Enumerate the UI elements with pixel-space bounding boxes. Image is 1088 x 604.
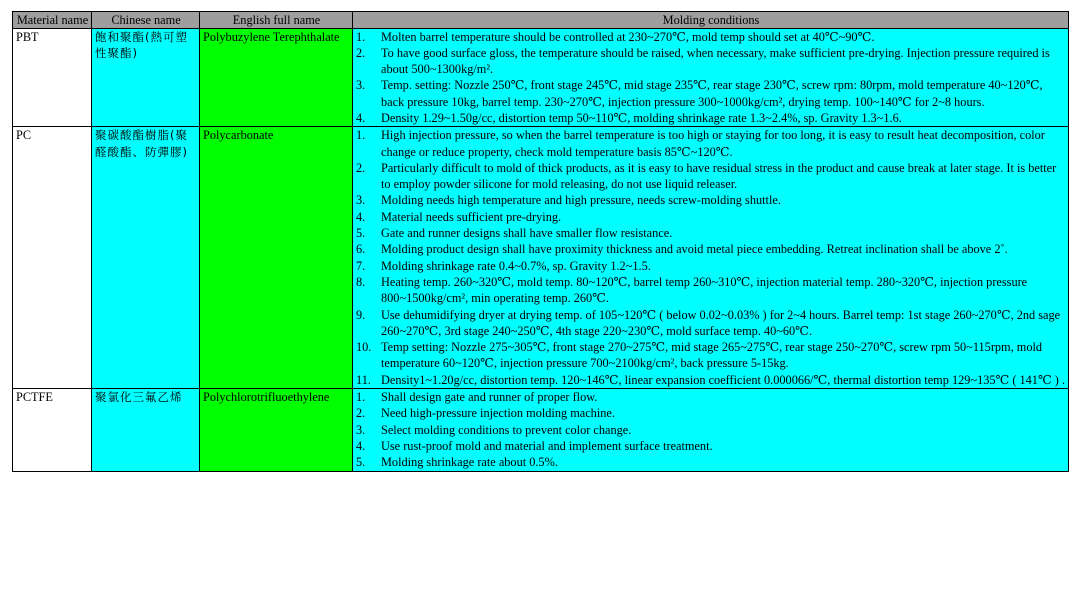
condition-number: 2. xyxy=(356,45,366,60)
header-material-name: Material name xyxy=(13,12,92,29)
condition-number: 3. xyxy=(356,78,366,93)
conditions-list xyxy=(356,389,1066,470)
condition-text: Use dehumidifying dryer at drying temp. of 105~120℃ ( below 0.02~0.03% ) for 2~4 hours. Barrel temp: 1st stage 260~270℃, 2nd sage 260~270℃, 3rd stage 240~250℃, 4th stage 220~230℃, mold surface temp. 40~60℃. xyxy=(381,307,1061,338)
chinese-name-cell xyxy=(92,389,200,471)
condition-number: 2. xyxy=(356,406,366,421)
condition-item xyxy=(356,438,1066,454)
chinese-name-text: 聚碳酸酯樹脂(聚醛酸酯、防彈膠) xyxy=(95,128,188,159)
condition-item xyxy=(356,389,1066,405)
table-row xyxy=(13,127,1069,389)
english-name-cell: Polychlorotrifluoethylene xyxy=(200,389,353,471)
chinese-name-text: 聚氯化三氟乙烯 xyxy=(95,390,183,405)
condition-item xyxy=(356,110,1066,126)
chinese-name-cell xyxy=(92,127,200,389)
condition-text: Density 1.29~1.50g/cc, distortion temp 50~110℃, molding shrinkage rate 1.3~2.4%, sp. Gravity 1.3~1.6. xyxy=(381,110,902,125)
condition-item xyxy=(356,209,1066,225)
condition-text: Molding shrinkage rate 0.4~0.7%, sp. Gravity 1.2~1.5. xyxy=(381,258,651,273)
condition-text: Select molding conditions to prevent color change. xyxy=(381,422,632,437)
condition-text: Density1~1.20g/cc, distortion temp. 120~146℃, linear expansion coefficient 0.000066/℃, thermal distortion temp 129~135℃ ( 141℃ ) . xyxy=(381,372,1066,387)
condition-item xyxy=(356,225,1066,241)
condition-item xyxy=(356,192,1066,208)
condition-number: 3. xyxy=(356,193,366,208)
condition-text: Shall design gate and runner of proper flow. xyxy=(381,390,598,405)
condition-number: 7. xyxy=(356,258,366,273)
condition-text: Gate and runner designs shall have smaller flow resistance. xyxy=(381,226,673,241)
chinese-name-cell xyxy=(92,28,200,127)
condition-number: 10. xyxy=(356,340,372,355)
condition-item xyxy=(356,29,1066,45)
condition-text: Molding needs high temperature and high pressure, needs screw-molding shuttle. xyxy=(381,193,781,208)
condition-text: Use rust-proof mold and material and implement surface treatment. xyxy=(381,438,713,453)
material-name-cell: PC xyxy=(13,127,92,389)
condition-item xyxy=(356,454,1066,470)
condition-number: 8. xyxy=(356,274,366,289)
table-row xyxy=(13,28,1069,127)
condition-number: 3. xyxy=(356,422,366,437)
condition-number: 2. xyxy=(356,160,366,175)
table-body xyxy=(13,28,1069,471)
condition-text: Material needs sufficient pre-drying. xyxy=(381,209,562,224)
condition-number: 1. xyxy=(356,390,366,405)
condition-text: Temp. setting: Nozzle 250℃, front stage 245℃, mid stage 235℃, rear stage 230℃, screw rpm: 80rpm, mold temperature 40~120℃, back pressure 10kg, barrel temp. 230~270℃, injection pressure 300~1000kg/cm², drying temp. 100~140℃ for 2~8 hours. xyxy=(381,78,1043,109)
condition-item xyxy=(356,45,1066,78)
header-chinese-name: Chinese name xyxy=(92,12,200,29)
condition-number: 5. xyxy=(356,455,366,470)
condition-number: 1. xyxy=(356,128,366,143)
condition-number: 9. xyxy=(356,307,366,322)
condition-number: 5. xyxy=(356,226,366,241)
molding-conditions-cell xyxy=(353,127,1069,389)
header-english-name: English full name xyxy=(200,12,353,29)
condition-text: Particularly difficult to mold of thick products, as it is easy to have residual stress in the product and cause break at later stage. It is better to employ powder silicone for mold releasing, do not use liquid releaser. xyxy=(381,160,1057,192)
english-name-cell: Polycarbonate xyxy=(200,127,353,389)
condition-number: 4. xyxy=(356,110,366,125)
condition-text: Temp setting: Nozzle 275~305℃, front stage 270~275℃, mid stage 265~275℃, rear stage 250~270℃, screw rpm 50~115rpm, mold temperature 60~120℃, injection pressure 700~2100kg/cm², back pressure 5-15kg. xyxy=(381,340,1043,371)
condition-item xyxy=(356,422,1066,438)
condition-item xyxy=(356,405,1066,421)
condition-item xyxy=(356,160,1066,193)
condition-item xyxy=(356,339,1066,372)
condition-number: 11. xyxy=(356,372,371,387)
table-row xyxy=(13,389,1069,471)
condition-item xyxy=(356,372,1066,388)
condition-item xyxy=(356,127,1066,160)
material-name-cell: PCTFE xyxy=(13,389,92,471)
condition-text: Need high-pressure injection molding machine. xyxy=(381,406,615,421)
molding-conditions-table xyxy=(12,11,1069,472)
conditions-list xyxy=(356,127,1066,388)
molding-conditions-cell xyxy=(353,28,1069,127)
condition-text: High injection pressure, so when the barrel temperature is too high or staying for too long, it is easy to result heat decomposition, color change or reduce property, check mold temperature basis 85℃~120℃. xyxy=(381,128,1045,159)
condition-text: Molding product design shall have proximity thickness and avoid metal piece embedding. Retreat inclination shall be above 2˚. xyxy=(381,242,1008,257)
condition-text: Molding shrinkage rate about 0.5%. xyxy=(381,455,558,470)
header-row xyxy=(13,12,1069,29)
conditions-list xyxy=(356,29,1066,127)
condition-number: 4. xyxy=(356,209,366,224)
condition-item xyxy=(356,274,1066,307)
condition-number: 4. xyxy=(356,438,366,453)
molding-conditions-cell xyxy=(353,389,1069,471)
condition-item xyxy=(356,258,1066,274)
condition-item xyxy=(356,241,1066,257)
header-molding-conditions: Molding conditions xyxy=(353,12,1069,29)
condition-item xyxy=(356,77,1066,110)
material-name-cell: PBT xyxy=(13,28,92,127)
condition-item xyxy=(356,307,1066,340)
condition-number: 6. xyxy=(356,242,366,257)
condition-text: Molten barrel temperature should be controlled at 230~270℃, mold temp should set at 40℃~90℃. xyxy=(381,29,875,44)
chinese-name-text: 飽和聚酯(熱可塑性聚酯) xyxy=(95,29,188,60)
english-name-cell: Polybuzylene Terephthalate xyxy=(200,28,353,127)
condition-text: Heating temp. 260~320℃, mold temp. 80~120℃, barrel temp 260~310℃, injection material temp. 280~320℃, injection pressure 800~1500kg/cm², min operating temp. 260℃. xyxy=(381,274,1028,306)
condition-number: 1. xyxy=(356,29,366,44)
condition-text: To have good surface gloss, the temperature should be raised, when necessary, make sufficient pre-drying. Injection pressure required is about 500~1300kg/m². xyxy=(381,45,1050,77)
